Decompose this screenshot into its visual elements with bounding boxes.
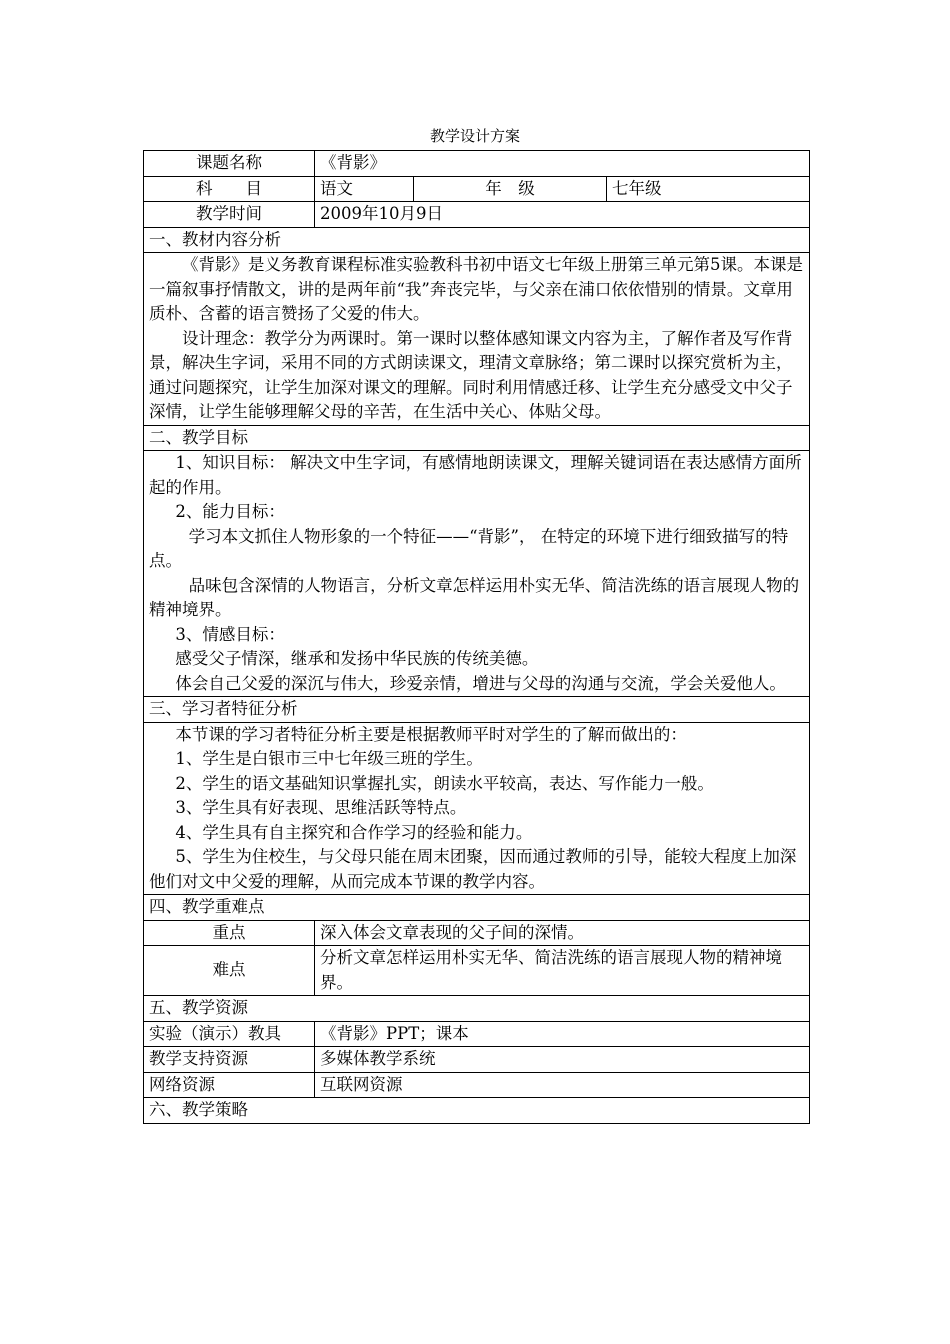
topic-row bbox=[144, 151, 810, 177]
section-1-heading: 一、教材内容分析 bbox=[144, 227, 810, 253]
emotion-goal-1: 感受父子情深，继承和发扬中华民族的传统美德。 bbox=[175, 649, 539, 668]
section-2-heading: 二、教学目标 bbox=[144, 425, 810, 451]
section-3-body-row bbox=[144, 722, 810, 895]
resource-value: 多媒体教学系统 bbox=[315, 1047, 810, 1073]
subject-label: 科 目 bbox=[144, 176, 315, 202]
resource-label: 实验（演示）教具 bbox=[144, 1021, 315, 1047]
key-point-label: 重点 bbox=[144, 920, 315, 946]
resource-value: 《背影》PPT；课本 bbox=[315, 1021, 810, 1047]
section-4-heading-row bbox=[144, 895, 810, 921]
subject-row bbox=[144, 176, 810, 202]
subject-value: 语文 bbox=[315, 176, 414, 202]
section-3-body bbox=[144, 722, 810, 895]
section-6-heading: 六、教学策略 bbox=[144, 1098, 810, 1124]
topic-label: 课题名称 bbox=[144, 151, 315, 177]
section-2-body bbox=[144, 451, 810, 697]
resource-row bbox=[144, 1072, 810, 1098]
section-2-body-row bbox=[144, 451, 810, 697]
learner-item: 3、学生具有好表现、思维活跃等特点。 bbox=[175, 798, 467, 817]
section-3-heading-row bbox=[144, 697, 810, 723]
difficult-point-row bbox=[144, 946, 810, 996]
learner-item: 1、学生是白银市三中七年级三班的学生。 bbox=[175, 749, 483, 768]
time-label: 教学时间 bbox=[144, 202, 315, 228]
difficult-point-value: 分析文章怎样运用朴实无华、简洁洗练的语言展现人物的精神境界。 bbox=[315, 946, 810, 996]
grade-label: 年 级 bbox=[414, 176, 607, 202]
resource-label: 教学支持资源 bbox=[144, 1047, 315, 1073]
resource-label: 网络资源 bbox=[144, 1072, 315, 1098]
section-1-heading-row bbox=[144, 227, 810, 253]
ability-goal-1: 学习本文抓住人物形象的一个特征——“背影”， 在特定的环境下进行细致描写的特点。 bbox=[149, 526, 789, 570]
knowledge-goal: 1、知识目标： 解决文中生字词，有感情地朗读课文，理解关键词语在表达感情方面所起的作用。 bbox=[149, 453, 802, 497]
key-point-row bbox=[144, 920, 810, 946]
lesson-plan-table bbox=[143, 150, 810, 1124]
ability-goal-2: 品味包含深情的人物语言，分析文章怎样运用朴实无华、简洁洗练的语言展现人物的精神境界。 bbox=[149, 575, 800, 619]
resource-value: 互联网资源 bbox=[315, 1072, 810, 1098]
key-point-value: 深入体会文章表现的父子间的深情。 bbox=[315, 920, 810, 946]
emotion-goal-2: 体会自己父爱的深沉与伟大，珍爱亲情，增进与父母的沟通与交流，学会关爱他人。 bbox=[175, 673, 786, 693]
design-concept-paragraph: 设计理念：教学分为两课时。第一课时以整体感知课文内容为主，了解作者及写作背景，解决生字词，采用不同的方式朗读课文，理清文章脉络；第二课时以探究赏析为主，通过问题探究，让学生加深对课文的理解。同时利用情感迁移、让学生充分感受文中父子深情，让学生能够理解父母的辛苦，在生活中关心、体贴父母。 bbox=[149, 328, 793, 421]
grade-value: 七年级 bbox=[607, 176, 810, 202]
learner-item: 2、学生的语文基础知识掌握扎实，朗读水平较高，表达、写作能力一般。 bbox=[175, 773, 714, 793]
section-2-heading-row bbox=[144, 425, 810, 451]
section-3-heading: 三、学习者特征分析 bbox=[144, 697, 810, 723]
section-6-heading-row bbox=[144, 1098, 810, 1124]
ability-goal-title: 2、能力目标： bbox=[175, 502, 285, 521]
section-1-body-row bbox=[144, 253, 810, 426]
emotion-goal-title: 3、情感目标： bbox=[175, 624, 285, 644]
section-5-heading: 五、教学资源 bbox=[144, 996, 810, 1022]
difficult-point-label: 难点 bbox=[144, 946, 315, 996]
section-4-heading: 四、教学重难点 bbox=[144, 895, 810, 921]
resource-row bbox=[144, 1047, 810, 1073]
time-row bbox=[144, 202, 810, 228]
time-value: 2009年10月9日 bbox=[315, 202, 810, 228]
learner-item: 5、学生为住校生，与父母只能在周末团聚，因而通过教师的引导，能较大程度上加深他们对文中父爱的理解，从而完成本节课的教学内容。 bbox=[149, 847, 797, 891]
section-1-body bbox=[144, 253, 810, 426]
material-analysis-paragraph: 《背影》是义务教育课程标准实验教科书初中语文七年级上册第三单元第5课。本课是一篇叙事抒情散文，讲的是两年前“我”奔丧完毕，与父亲在浦口依依惜别的情景。文章用质朴、含蓄的语言赞扬了父爱的伟大。 bbox=[149, 255, 803, 323]
document-title: 教学设计方案 bbox=[429, 127, 520, 145]
learner-intro: 本节课的学习者特征分析主要是根据教师平时对学生的了解而做出的： bbox=[175, 724, 687, 744]
learner-item: 4、学生具有自主探究和合作学习的经验和能力。 bbox=[175, 822, 533, 842]
section-5-heading-row bbox=[144, 996, 810, 1022]
resource-row bbox=[144, 1021, 810, 1047]
topic-value: 《背影》 bbox=[315, 151, 810, 177]
